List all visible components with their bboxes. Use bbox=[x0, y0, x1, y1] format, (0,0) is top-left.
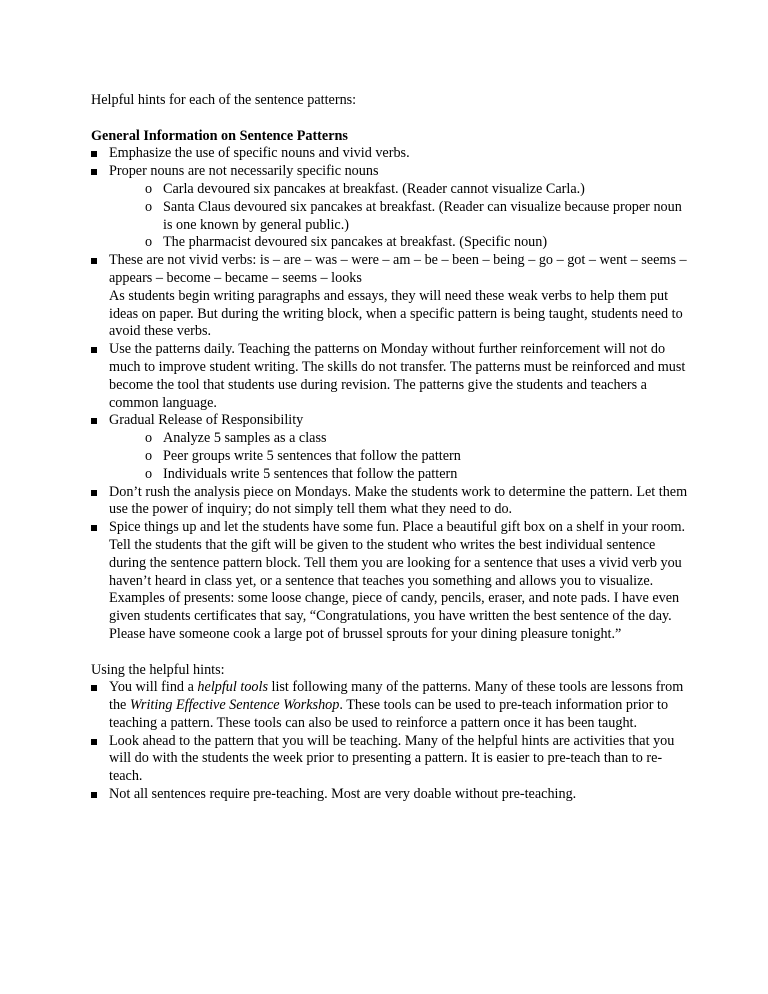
bullet-text: Don’t rush the analysis piece on Mondays. Make the students work to determine the pattern. Let them use the power of inquiry; do not simply tell them what they need to do. bbox=[109, 483, 688, 518]
paragraph-gap bbox=[91, 644, 691, 662]
square-bullet-icon bbox=[91, 685, 97, 691]
sub-list-item bbox=[145, 448, 691, 466]
list-item bbox=[91, 786, 691, 804]
list-item bbox=[91, 484, 691, 520]
sub-list bbox=[109, 430, 691, 483]
circle-bullet-icon: o bbox=[145, 465, 153, 482]
document-page bbox=[91, 92, 691, 804]
square-bullet-icon bbox=[91, 739, 97, 745]
bullet-text: Use the patterns daily. Teaching the patterns on Monday without further reinforcement will not do much to improve student writing. The skills do not transfer. The patterns must be reinforced and must become the tool that students use during revision. The patterns give the students and teachers a common language. bbox=[109, 341, 686, 411]
bullet-text: Emphasize the use of specific nouns and vivid verbs. bbox=[109, 145, 410, 162]
square-bullet-icon bbox=[91, 169, 97, 175]
sub-item-text: Santa Claus devoured six pancakes at breakfast. (Reader can visualize because proper noun is one known by general public.) bbox=[163, 198, 682, 233]
bullet-text: Not all sentences require pre-teaching. Most are very doable without pre-teaching. bbox=[109, 786, 577, 803]
bullet-text: Gradual Release of Responsibility bbox=[109, 412, 304, 429]
sub-list-item bbox=[145, 430, 691, 448]
italic-term-workshop-title: Writing Effective Sentence Workshop bbox=[129, 697, 340, 714]
list-item bbox=[91, 733, 691, 786]
using-hints-list bbox=[91, 679, 691, 804]
sub-item-text: Carla devoured six pancakes at breakfast. (Reader cannot visualize Carla.) bbox=[163, 180, 585, 197]
square-bullet-icon bbox=[91, 490, 97, 496]
circle-bullet-icon: o bbox=[145, 430, 153, 447]
sub-list-item bbox=[145, 199, 691, 235]
sub-item-text: Peer groups write 5 sentences that follow the pattern bbox=[163, 447, 461, 464]
sub-item-text: Individuals write 5 sentences that follow the pattern bbox=[163, 465, 458, 482]
square-bullet-icon bbox=[91, 347, 97, 353]
circle-bullet-icon: o bbox=[145, 447, 153, 464]
bullet-text: Look ahead to the pattern that you will be teaching. Many of the helpful hints are activities that you will do with the students the week prior to presenting a pattern. It is easier to pre-teach than to re-teach. bbox=[109, 732, 675, 785]
bullet-text: These are not vivid verbs: is – are – was – were – am – be – been – being – go – got – went – seems – appears – become – became – seems – looks bbox=[109, 252, 687, 286]
list-item bbox=[91, 341, 691, 412]
circle-bullet-icon: o bbox=[145, 234, 153, 251]
sub-item-text: Analyze 5 samples as a class bbox=[163, 430, 327, 447]
list-item bbox=[91, 163, 691, 252]
square-bullet-icon bbox=[91, 418, 97, 424]
sub-list-item bbox=[145, 466, 691, 484]
general-info-heading: General Information on Sentence Patterns bbox=[91, 127, 348, 144]
list-item bbox=[91, 252, 691, 341]
circle-bullet-icon: o bbox=[145, 198, 153, 215]
sub-item-text: The pharmacist devoured six pancakes at breakfast. (Specific noun) bbox=[163, 234, 548, 251]
italic-term-helpful-tools: helpful tools bbox=[197, 679, 268, 696]
bullet-continuation-text: As students begin writing paragraphs and essays, they will need these weak verbs to help them put ideas on paper. But during the writing block, when a specific pattern is being taught, students need to avoid these verbs. bbox=[109, 287, 683, 340]
sub-list-item bbox=[145, 234, 691, 252]
bullet-text: Spice things up and let the students have some fun. Place a beautiful gift box on a shelf in your room. Tell the students that the gift will be given to the student who writes the best individual sentence during the sentence pattern block. Tell them you are looking for a sentence that uses a vivid verb you haven’t heard in class yet, or a sentence that teaches you something and allows you to visualize. Examples of presents: some loose change, piece of candy, pencils, eraser, and note pads. I have even given students certificates that say, “Congratulations, you have written the best sentence of the day. Please have someone cook a large pot of brussel sprouts for your dining pleasure tonight.” bbox=[109, 519, 686, 642]
bullet-text-part: . These tools can be used to pre-teach information prior to teaching a pattern. These tools can also be used to reinforce a pattern once it has been taught. bbox=[109, 697, 669, 731]
list-item bbox=[91, 412, 691, 483]
general-info-list bbox=[91, 145, 691, 643]
intro-line: Helpful hints for each of the sentence patterns: bbox=[91, 92, 357, 108]
sub-list-item bbox=[145, 181, 691, 199]
square-bullet-icon bbox=[91, 525, 97, 531]
using-hints-label: Using the helpful hints: bbox=[91, 661, 225, 678]
list-item bbox=[91, 679, 691, 732]
bullet-text-part: You will find a bbox=[109, 679, 198, 696]
bullet-text: Proper nouns are not necessarily specific nouns bbox=[109, 163, 379, 180]
square-bullet-icon bbox=[91, 151, 97, 157]
list-item bbox=[91, 145, 691, 163]
list-item bbox=[91, 519, 691, 644]
square-bullet-icon bbox=[91, 792, 97, 798]
circle-bullet-icon: o bbox=[145, 180, 153, 197]
square-bullet-icon bbox=[91, 258, 97, 264]
sub-list bbox=[109, 181, 691, 252]
bullet-text-part: list following many of the patterns. Many of these tools are lessons from the bbox=[109, 679, 684, 714]
